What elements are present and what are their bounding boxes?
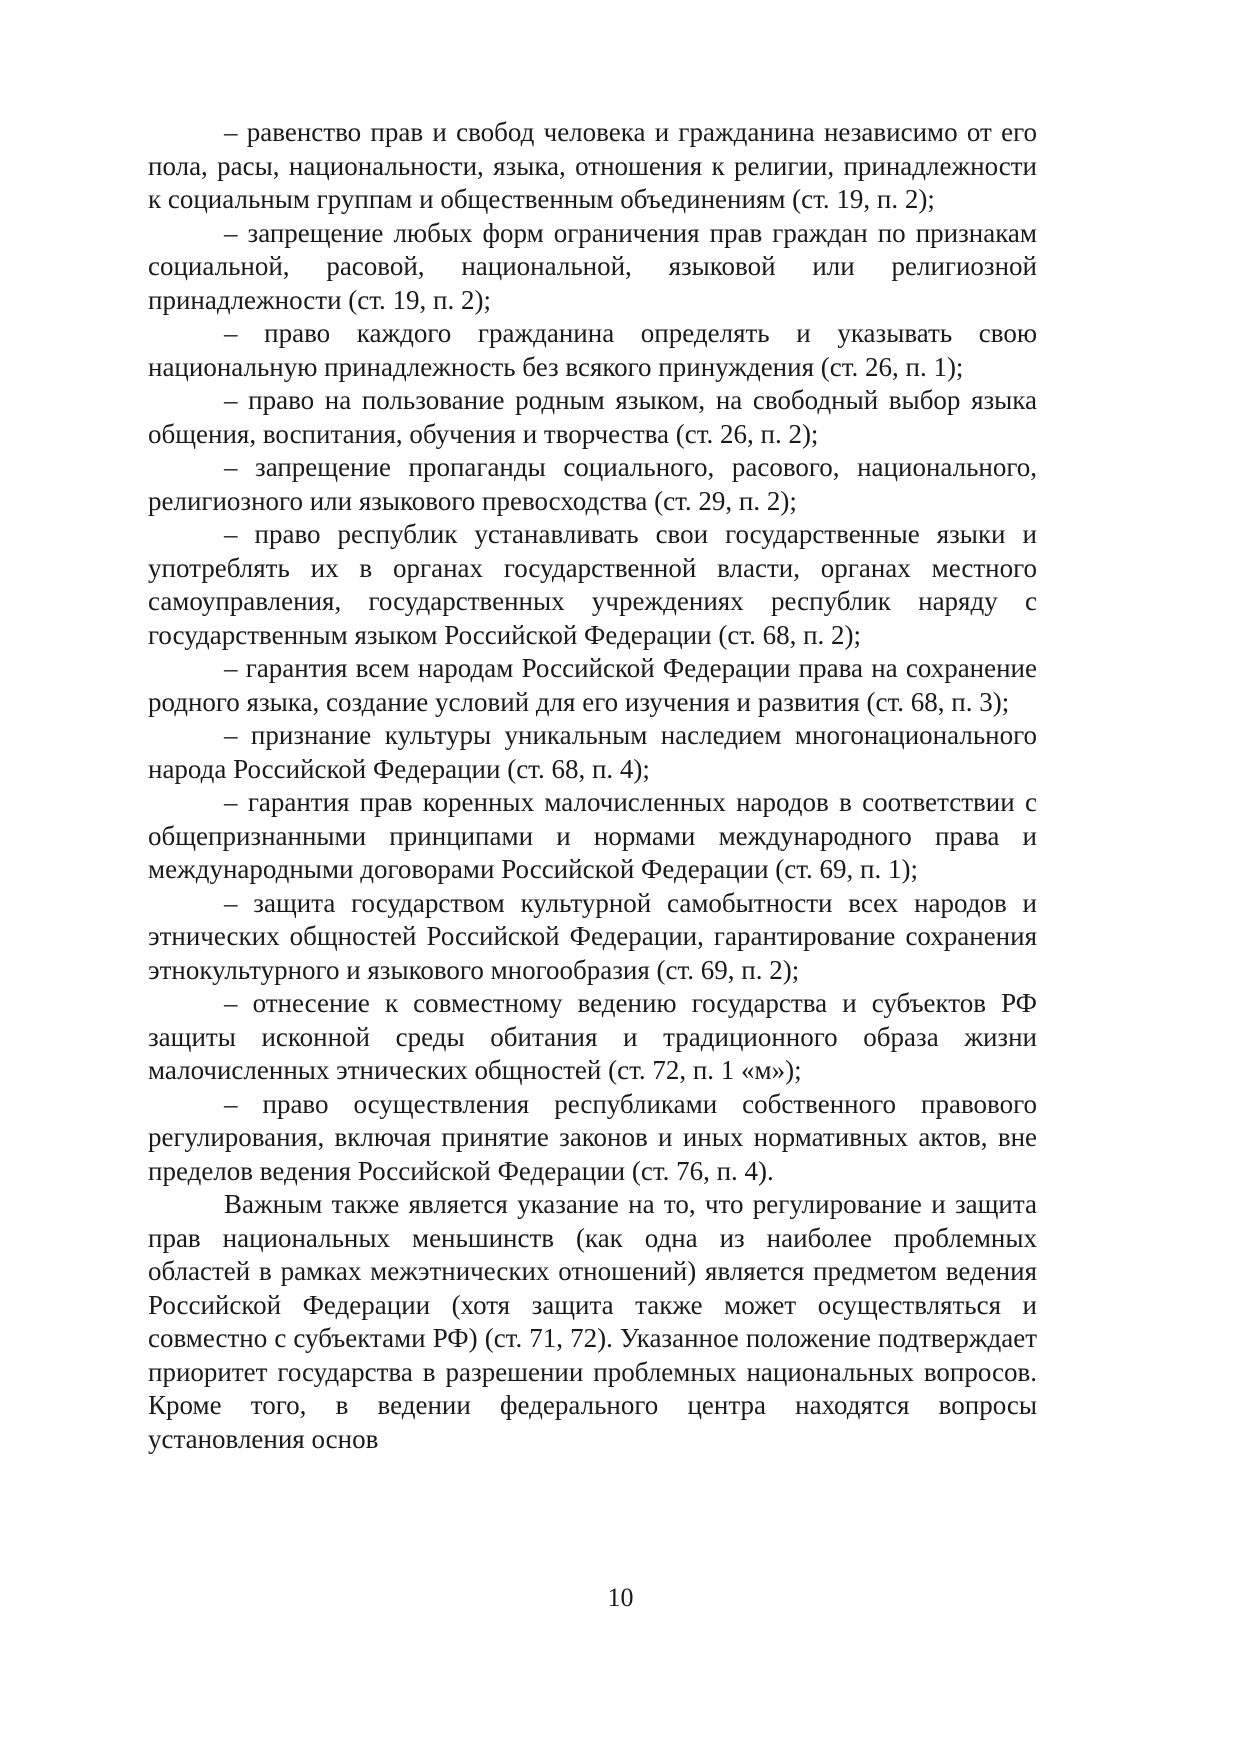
paragraph-native-language: – право на пользование родным языком, на свободный выбор языка общения, воспитания, обучения и творчества (ст. 26, п. 2); [148, 385, 1037, 449]
paragraph-language-preservation: – гарантия всем народам Российской Федерации права на сохранение родного языка, создание условий для его изучения и развития (ст. 68, п. 3); [148, 653, 1037, 717]
paragraph-minority-protection: Важным также является указание на то, что регулирование и защита прав национальных меньшинств (как одна из наиболее проблемных областей в рамках межэтнических отношений) является предметом ведения Российской Федерации (хотя защита также может осуществляться и совместно с субъектами РФ) (ст. 71, 72). Указанное положение подтверждает приоритет государства в разрешении проблемных национальных вопросов. Кроме того, в ведении федерального центра находятся вопросы установления основ [148, 1189, 1037, 1454]
paragraph-cultural-identity: – защита государством культурной самобытности всех народов и этнических общностей Российской Федерации, гарантирование сохранения этнокультурного и языкового многообразия (ст. 69, п. 2); [148, 887, 1037, 985]
paragraph-republic-languages: – право республик устанавливать свои государственные языки и употреблять их в органах государственной власти, органах местного самоуправления, государственных учреждениях республик наряду с государственным языком Российской Федерации (ст. 68, п. 2); [148, 519, 1037, 650]
paragraph-propaganda-ban: – запрещение пропаганды социального, расового, национального, религиозного или языкового превосходства (ст. 29, п. 2); [148, 452, 1037, 516]
paragraph-republic-regulation: – право осуществления республиками собственного правового регулирования, включая принятие законов и иных нормативных актов, вне пределов ведения Российской Федерации (ст. 76, п. 4). [148, 1088, 1037, 1186]
page-number: 10 [607, 1583, 634, 1612]
paragraph-national-identity: – право каждого гражданина определять и указывать свою национальную принадлежность без всякого принуждения (ст. 26, п. 1); [148, 318, 1037, 382]
paragraph-joint-jurisdiction: – отнесение к совместному ведению государства и субъектов РФ защиты исконной среды обитания и традиционного образа жизни малочисленных этнических общностей (ст. 72, п. 1 «м»); [148, 988, 1037, 1085]
paragraph-equality-rights: – равенство прав и свобод человека и гражданина независимо от его пола, расы, национальности, языка, отношения к религии, принадлежности к социальным группам и общественным объединениям (ст. 19, п. 2); [148, 117, 1037, 214]
body-text [148, 116, 1037, 1456]
paragraph-restriction-ban: – запрещение любых форм ограничения прав граждан по признакам социальной, расовой, национальной, языковой или религиозной принадлежности (ст. 19, п. 2); [148, 217, 1037, 315]
paragraph-cultural-heritage: – признание культуры уникальным наследием многонационального народа Российской Федерации (ст. 68, п. 4); [148, 720, 1037, 784]
paragraph-indigenous-rights: – гарантия прав коренных малочисленных народов в соответствии с общепризнанными принципами и нормами международного права и международными договорами Российской Федерации (ст. 69, п. 1); [148, 787, 1037, 884]
